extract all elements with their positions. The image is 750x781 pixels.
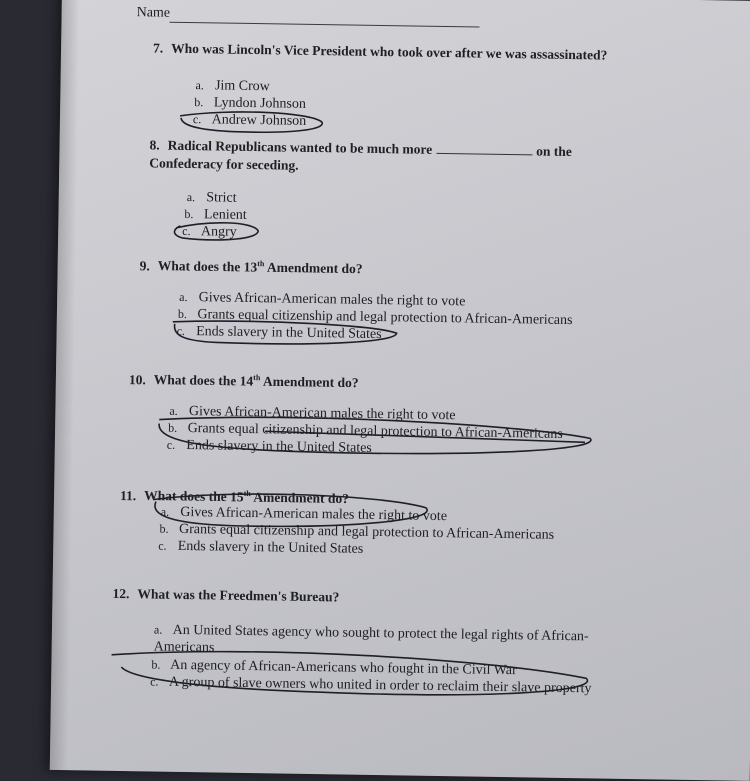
ordinal-suffix: th xyxy=(243,488,251,499)
question-text: Who was Lincoln's Vice President who took over after we was assassinated? xyxy=(171,40,608,63)
option-text: Lenient xyxy=(203,207,247,223)
question-text-after: on the xyxy=(536,143,572,160)
question-7 xyxy=(153,39,713,66)
option-letter: c. xyxy=(166,437,176,452)
question-text: What does the 14 xyxy=(153,371,254,389)
q10-option-c[interactable] xyxy=(167,437,372,457)
option-text: Grants equal citizenship and legal protection to African-Americans xyxy=(178,521,555,543)
option-letter: a. xyxy=(179,289,188,305)
option-letter: b. xyxy=(168,420,178,435)
question-text: Radical Republicans wanted to be much more xyxy=(167,137,433,157)
option-letter: b. xyxy=(159,521,169,536)
option-letter: a. xyxy=(195,78,204,93)
option-text: Gives African-American males the right to vote xyxy=(198,290,466,310)
question-9 xyxy=(140,253,660,283)
question-text-after: Amendment do? xyxy=(253,489,350,507)
option-letter: c. xyxy=(150,674,159,689)
option-text: Grants equal citizenship and legal protection to African-Americans xyxy=(187,421,563,442)
q9-option-c[interactable] xyxy=(177,323,382,343)
question-number: 7. xyxy=(152,40,164,56)
option-text: Ends slavery in the United States xyxy=(177,538,364,557)
q8-option-a[interactable] xyxy=(187,189,237,207)
fill-in-blank xyxy=(436,141,532,156)
option-text: Andrew Johnson xyxy=(211,112,307,129)
option-text: Gives African-American males the right to vote xyxy=(188,404,456,424)
q8-option-c[interactable] xyxy=(182,223,237,241)
option-text: Ends slavery in the United States xyxy=(196,324,382,343)
option-letter: b. xyxy=(184,206,194,222)
question-number: 8. xyxy=(149,137,160,153)
question-text: What does the 15 xyxy=(144,487,244,505)
q12-option-c[interactable] xyxy=(150,673,610,697)
option-text: Jim Crow xyxy=(214,78,270,95)
question-text-line2: Confederacy for seceding. xyxy=(149,155,299,173)
question-text: What does the 13 xyxy=(157,258,258,275)
question-number: 9. xyxy=(139,257,150,273)
question-8 xyxy=(149,136,709,181)
worksheet-page xyxy=(50,0,750,781)
question-text: What was the Freedmen's Bureau? xyxy=(137,586,340,605)
q7-option-c[interactable] xyxy=(193,111,306,130)
name-label: Name xyxy=(136,5,171,21)
question-text-after: Amendment do? xyxy=(262,373,359,391)
option-letter: a. xyxy=(160,504,170,519)
q11-option-c[interactable] xyxy=(158,538,363,558)
option-letter: a. xyxy=(186,189,196,205)
q8-option-b[interactable] xyxy=(184,206,247,224)
option-letter: c. xyxy=(192,112,202,127)
question-number: 10. xyxy=(128,371,146,387)
option-letter: c. xyxy=(182,223,191,239)
q7-option-b[interactable] xyxy=(194,94,306,113)
option-text: Strict xyxy=(206,190,237,206)
question-number: 12. xyxy=(112,585,130,602)
question-10 xyxy=(129,367,649,397)
option-text: An United States agency who sought to protect the legal rights of African-Americans xyxy=(153,622,589,656)
page-fold-shadow xyxy=(50,0,80,770)
question-text-after: Amendment do? xyxy=(266,259,363,277)
option-text: An agency of African-Americans who fought in the Civil War xyxy=(170,657,517,679)
ordinal-suffix: th xyxy=(257,259,265,269)
q7-option-a[interactable] xyxy=(195,77,270,95)
option-text: Grants equal citizenship and legal protection to African-Americans xyxy=(197,307,573,329)
option-letter: c. xyxy=(158,538,167,553)
option-text: Ends slavery in the United States xyxy=(186,438,372,456)
option-text: Angry xyxy=(200,224,237,240)
question-12 xyxy=(112,585,632,611)
option-letter: b. xyxy=(194,95,204,110)
option-letter: a. xyxy=(153,622,163,637)
q12-option-a[interactable] xyxy=(154,622,614,663)
question-number: 11. xyxy=(119,487,137,503)
name-blank-line xyxy=(169,22,479,28)
option-letter: b. xyxy=(151,657,161,672)
option-text: Gives African-American males the right to vote xyxy=(180,504,448,525)
option-letter: c. xyxy=(176,323,186,338)
option-letter: b. xyxy=(177,306,188,322)
option-letter: a. xyxy=(169,403,178,418)
option-text: Lyndon Johnson xyxy=(213,95,307,112)
option-text: A group of slave owners who united in order to reclaim their slave property xyxy=(168,674,592,697)
ordinal-suffix: th xyxy=(253,373,261,383)
